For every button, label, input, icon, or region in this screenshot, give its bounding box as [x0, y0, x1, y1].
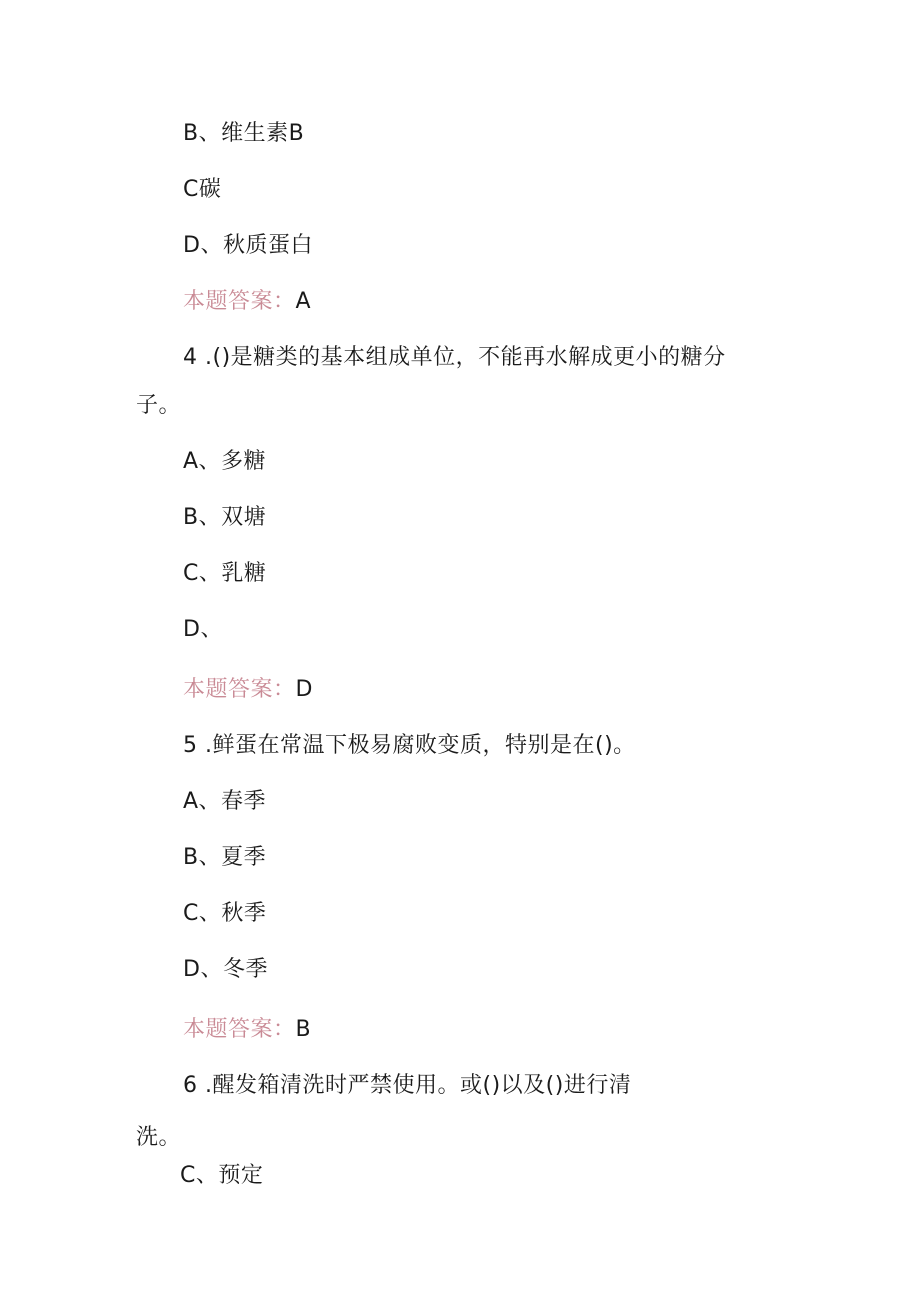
answer-value: A — [295, 289, 312, 314]
question-5: 5 .鲜蛋在常温下极易腐败变质，特别是在()。 — [183, 733, 636, 758]
option-d-empty: D、 — [183, 617, 223, 642]
option-c-lactose: C、乳糖 — [183, 561, 267, 586]
answer-value: D — [295, 677, 313, 702]
option-c-autumn: C、秋季 — [183, 901, 267, 926]
option-b-disaccharide: B、双塘 — [183, 505, 267, 530]
option-b-vitamin: B、维生素B — [183, 121, 305, 146]
answer-line-q4 — [183, 675, 313, 705]
question-4: 4 .()是糖类的基本组成单位，不能再水解成更小的糖分 — [183, 345, 726, 370]
option-b-summer: B、夏季 — [183, 845, 267, 870]
answer-line-q3 — [183, 287, 311, 317]
option-d-protein: D、秋质蛋白 — [183, 233, 313, 258]
answer-label: 本题答案： — [183, 677, 296, 702]
answer-value: B — [295, 1017, 312, 1042]
question-4-continuation: 子。 — [136, 393, 182, 418]
answer-line-q5 — [183, 1015, 311, 1045]
option-c-reserve: C、预定 — [180, 1163, 264, 1188]
option-a-spring: A、春季 — [183, 789, 267, 814]
question-6-continuation: 洗。 — [136, 1125, 182, 1150]
option-c-carbon: C碳 — [183, 177, 222, 202]
option-a-polysaccharide: A、多糖 — [183, 449, 267, 474]
answer-label: 本题答案： — [183, 289, 296, 314]
answer-label: 本题答案： — [183, 1017, 296, 1042]
question-6: 6 .醒发箱清洗时严禁使用。或()以及()进行清 — [183, 1073, 632, 1098]
option-d-winter: D、冬季 — [183, 957, 268, 982]
